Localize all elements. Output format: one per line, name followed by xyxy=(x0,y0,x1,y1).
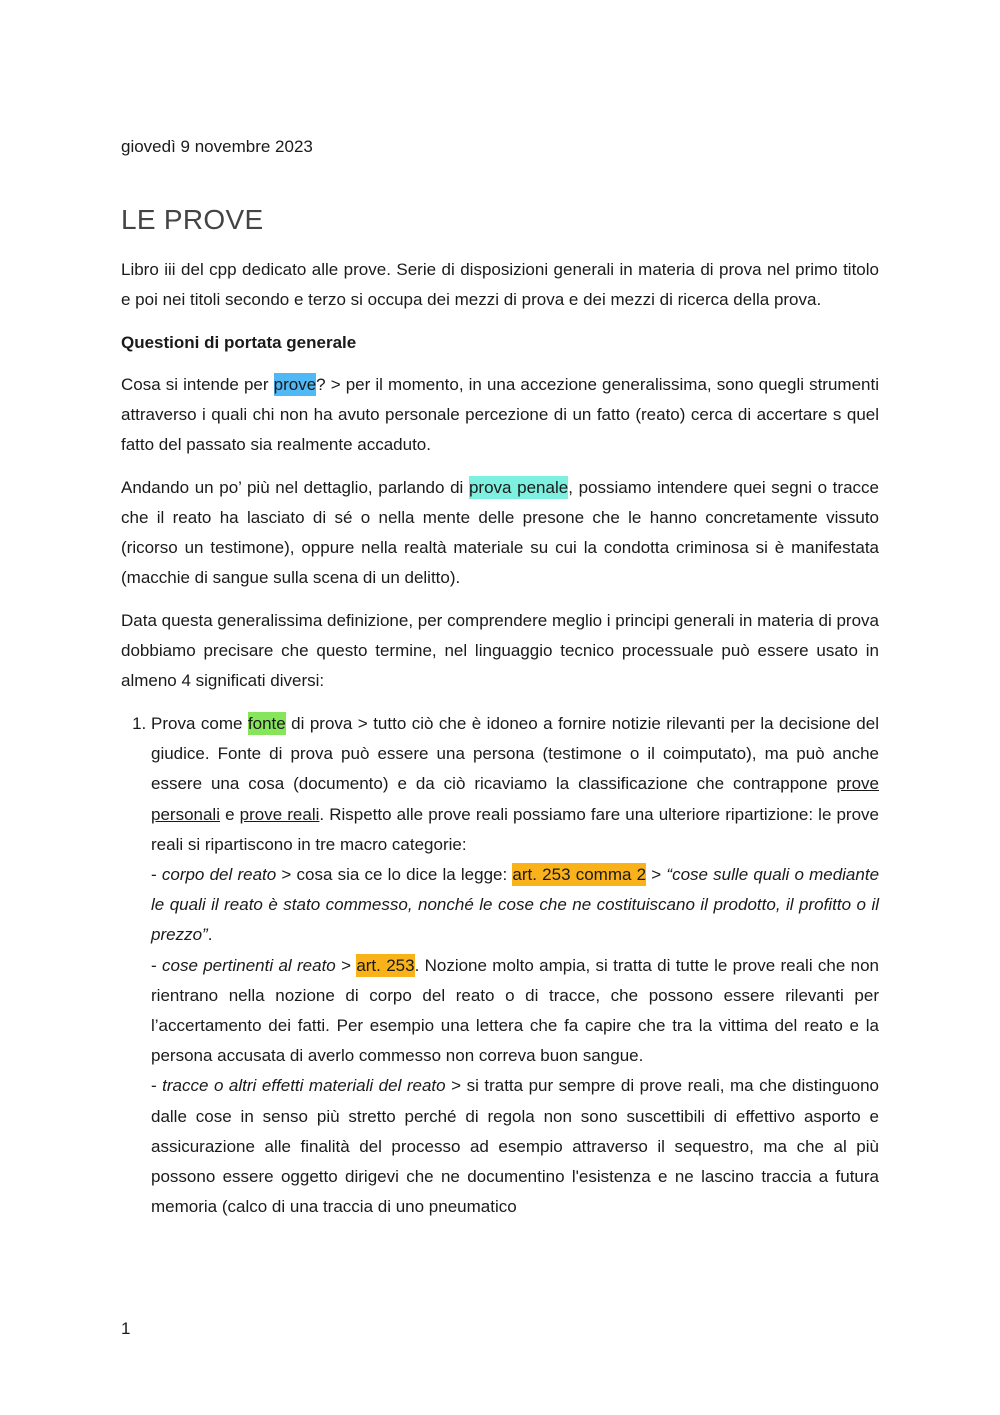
highlight-prove: prove xyxy=(273,375,317,394)
text-span: ? > per il momento, in una accezione generalissima, sono quegli strumenti attraverso i quali chi non ha avuto personale percezione di un fatto (reato) cerca di accertare s quel fatto del passato sia realmente accaduto. xyxy=(121,375,879,454)
penal-proof-paragraph xyxy=(121,473,879,593)
text-span: > si tratta pur sempre di prove reali, ma che distinguono dalle cose in senso più stretto perché di regola non sono suscettibili di effettivo asporto e assicurazione alle finalità del processo ad esempio attraverso il sequestro, ma che al più possono essere oggetto dirigevi che ne documentino l'esistenza e ne lascino traccia a futura memoria (calco di una traccia di uno pneumatico xyxy=(151,1076,879,1217)
highlight-article: art. 253 xyxy=(356,955,415,975)
definition-paragraph xyxy=(121,370,879,460)
document-title: LE PROVE xyxy=(121,204,264,235)
sub-item-corpo-del-reato xyxy=(151,860,879,951)
text-span: Prova come xyxy=(151,714,248,733)
term: corpo del reato xyxy=(161,865,277,885)
text-span: > xyxy=(646,865,667,885)
intro-paragraph: Libro iii del cpp dedicato alle prove. Serie di disposizioni generali in materia di prova nel primo titolo e poi nei titoli secondo e terzo si occupa dei mezzi di prova e dei mezzi di ricerca della prova. xyxy=(121,260,879,309)
text-span: e xyxy=(220,804,240,824)
text-span: > cosa sia ce lo dice la legge: xyxy=(276,865,513,885)
underlined-term: prove personali xyxy=(151,774,879,824)
highlight-article: art. 253 comma 2 xyxy=(512,865,647,885)
document-date: giovedì 9 novembre 2023 xyxy=(121,137,313,156)
text-span: , possiamo intendere quei segni o tracce che il reato ha lasciato di sé o nella mente delle presone che le hanno concretamente vissuto (ricorso un testimone), oppure nella realtà materiale su cui la condotta criminosa si è manifestata (macchie di sangue sulla scena di un delitto). xyxy=(121,478,879,587)
text-span: di prova > tutto ciò che è idoneo a fornire notizie rilevanti per la decisione del giudice. Fonte di prova può essere una persona (testimone o il coimputato), ma può anche essere una cosa (documento) e da ciò ricaviamo la classificazione che contrappone xyxy=(151,714,879,794)
dash: - xyxy=(151,955,162,975)
text-span: . Rispetto alle prove reali possiamo fare una ulteriore ripartizione: le prove reali si ripartiscono in tre macro categorie: xyxy=(151,804,880,854)
highlight-prova-penale: prova penale xyxy=(468,478,569,497)
page-number: 1 xyxy=(121,1319,131,1338)
text-span: Andando un po’ più nel dettaglio, parlando di xyxy=(121,478,469,497)
subheading: Questioni di portata generale xyxy=(121,333,357,352)
dash: - xyxy=(151,865,162,885)
underlined-term: prove reali xyxy=(239,804,320,824)
list-item xyxy=(151,709,879,1222)
text-span: Cosa si intende per xyxy=(121,375,274,394)
item-text xyxy=(151,709,879,860)
meanings-list xyxy=(121,709,879,1222)
dash: - xyxy=(151,1076,163,1096)
sub-item-cose-pertinenti xyxy=(151,951,879,1072)
text-span: . xyxy=(207,925,213,945)
text-span: > xyxy=(335,955,357,975)
highlight-fonte: fonte xyxy=(247,714,286,733)
text-span: . Nozione molto ampia, si tratta di tutte le prove reali che non rientrano nella nozione di corpo del reato o di tracce, che possono essere rilevanti per l’accertamento dei fatti. Per esempio una lettera che fa capire che tra la vittima del reato e la persona accusata di averlo commesso non correva buon sangue. xyxy=(151,955,879,1066)
quote: “cose sulle quali o mediante le quali il reato è stato commesso, nonché le cose che ne costituiscano il prodotto, il profitto o il prezzo” xyxy=(151,865,880,945)
term: cose pertinenti al reato xyxy=(161,955,336,975)
term: tracce o altri effetti materiali del reato xyxy=(162,1076,446,1096)
sub-item-tracce xyxy=(151,1071,879,1222)
document-body xyxy=(121,255,879,1222)
meanings-paragraph: Data questa generalissima definizione, per comprendere meglio i principi generali in materia di prova dobbiamo precisare che questo termine, nel linguaggio tecnico processuale può essere usato in almeno 4 significati diversi: xyxy=(121,611,879,690)
